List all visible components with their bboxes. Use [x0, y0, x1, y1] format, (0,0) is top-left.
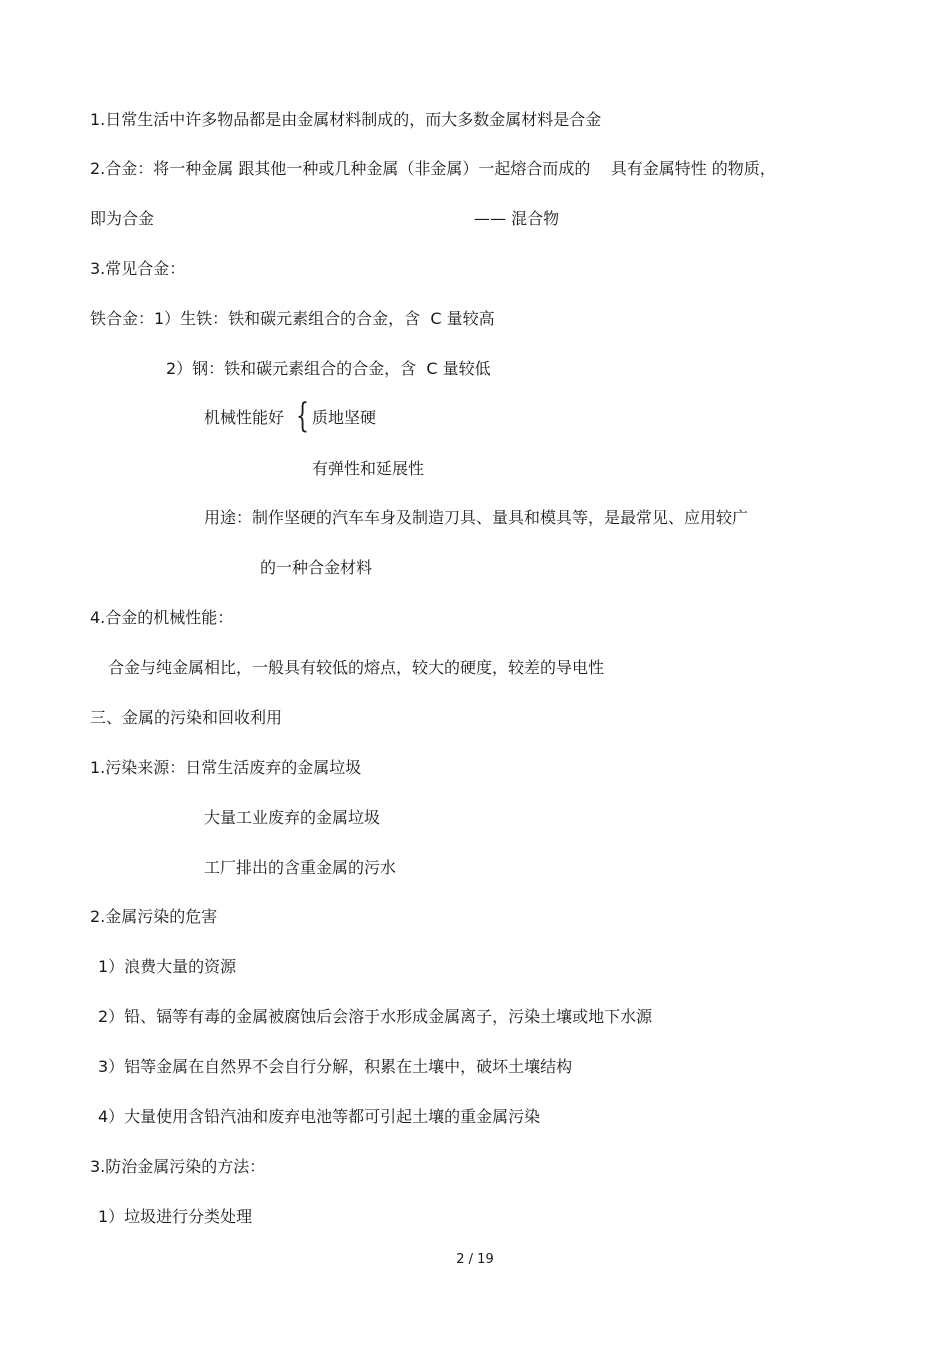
text-line-8: 有弹性和延展性	[312, 459, 425, 478]
text-line-15: 大量工业废弃的金属垃圾	[204, 808, 381, 827]
text-line-3: 即为合金	[90, 209, 155, 228]
text-line-12: 合金与纯金属相比，一般具有较低的熔点，较大的硬度，较差的导电性	[108, 658, 605, 677]
text-line-21: 4）大量使用含铅汽油和废弃电池等都可引起土壤的重金属污染	[98, 1107, 541, 1126]
brace-symbol: {	[296, 396, 309, 436]
text-line-2: 2.合金：将一种金属 跟其他一种或几种金属（非金属）一起熔合而成的 具有金属特性 的物质，	[90, 159, 776, 178]
text-line-19: 2）铅、镉等有毒的金属被腐蚀后会溶于水形成金属离子，污染土壤或地下水源	[98, 1007, 653, 1026]
text-line-11: 4.合金的机械性能：	[90, 608, 234, 627]
section-heading: 三、金属的污染和回收利用	[90, 708, 283, 727]
page-number: 2 / 19	[456, 1252, 494, 1267]
text-line-14: 1.污染来源：日常生活废弃的金属垃圾	[90, 758, 362, 777]
text-line-18: 1）浪费大量的资源	[98, 957, 237, 976]
text-line-23: 1）垃圾进行分类处理	[98, 1207, 253, 1226]
text-line-9: 用途：制作坚硬的汽车车身及制造刀具、量具和模具等，是最常见、应用较广	[204, 508, 749, 527]
text-line-4: 3.常见合金：	[90, 259, 186, 278]
text-line-16: 工厂排出的含重金属的污水	[204, 858, 397, 877]
text-line-10: 的一种合金材料	[260, 558, 373, 577]
text-line-3-note: —— 混合物	[474, 209, 560, 228]
text-line-22: 3.防治金属污染的方法：	[90, 1157, 266, 1176]
text-line-20: 3）铝等金属在自然界不会自行分解，积累在土壤中，破坏土壤结构	[98, 1057, 573, 1076]
text-line-17: 2.金属污染的危害	[90, 907, 218, 926]
text-line-1: 1.日常生活中许多物品都是由金属材料制成的，而大多数金属材料是合金	[90, 110, 602, 129]
text-line-5: 铁合金：1）生铁：铁和碳元素组合的合金，含 C 量较高	[90, 309, 495, 328]
text-line-7-item: 质地坚硬	[312, 408, 377, 427]
text-line-7: 机械性能好	[204, 408, 285, 427]
text-line-6: 2）钢：铁和碳元素组合的合金，含 C 量较低	[166, 359, 491, 378]
